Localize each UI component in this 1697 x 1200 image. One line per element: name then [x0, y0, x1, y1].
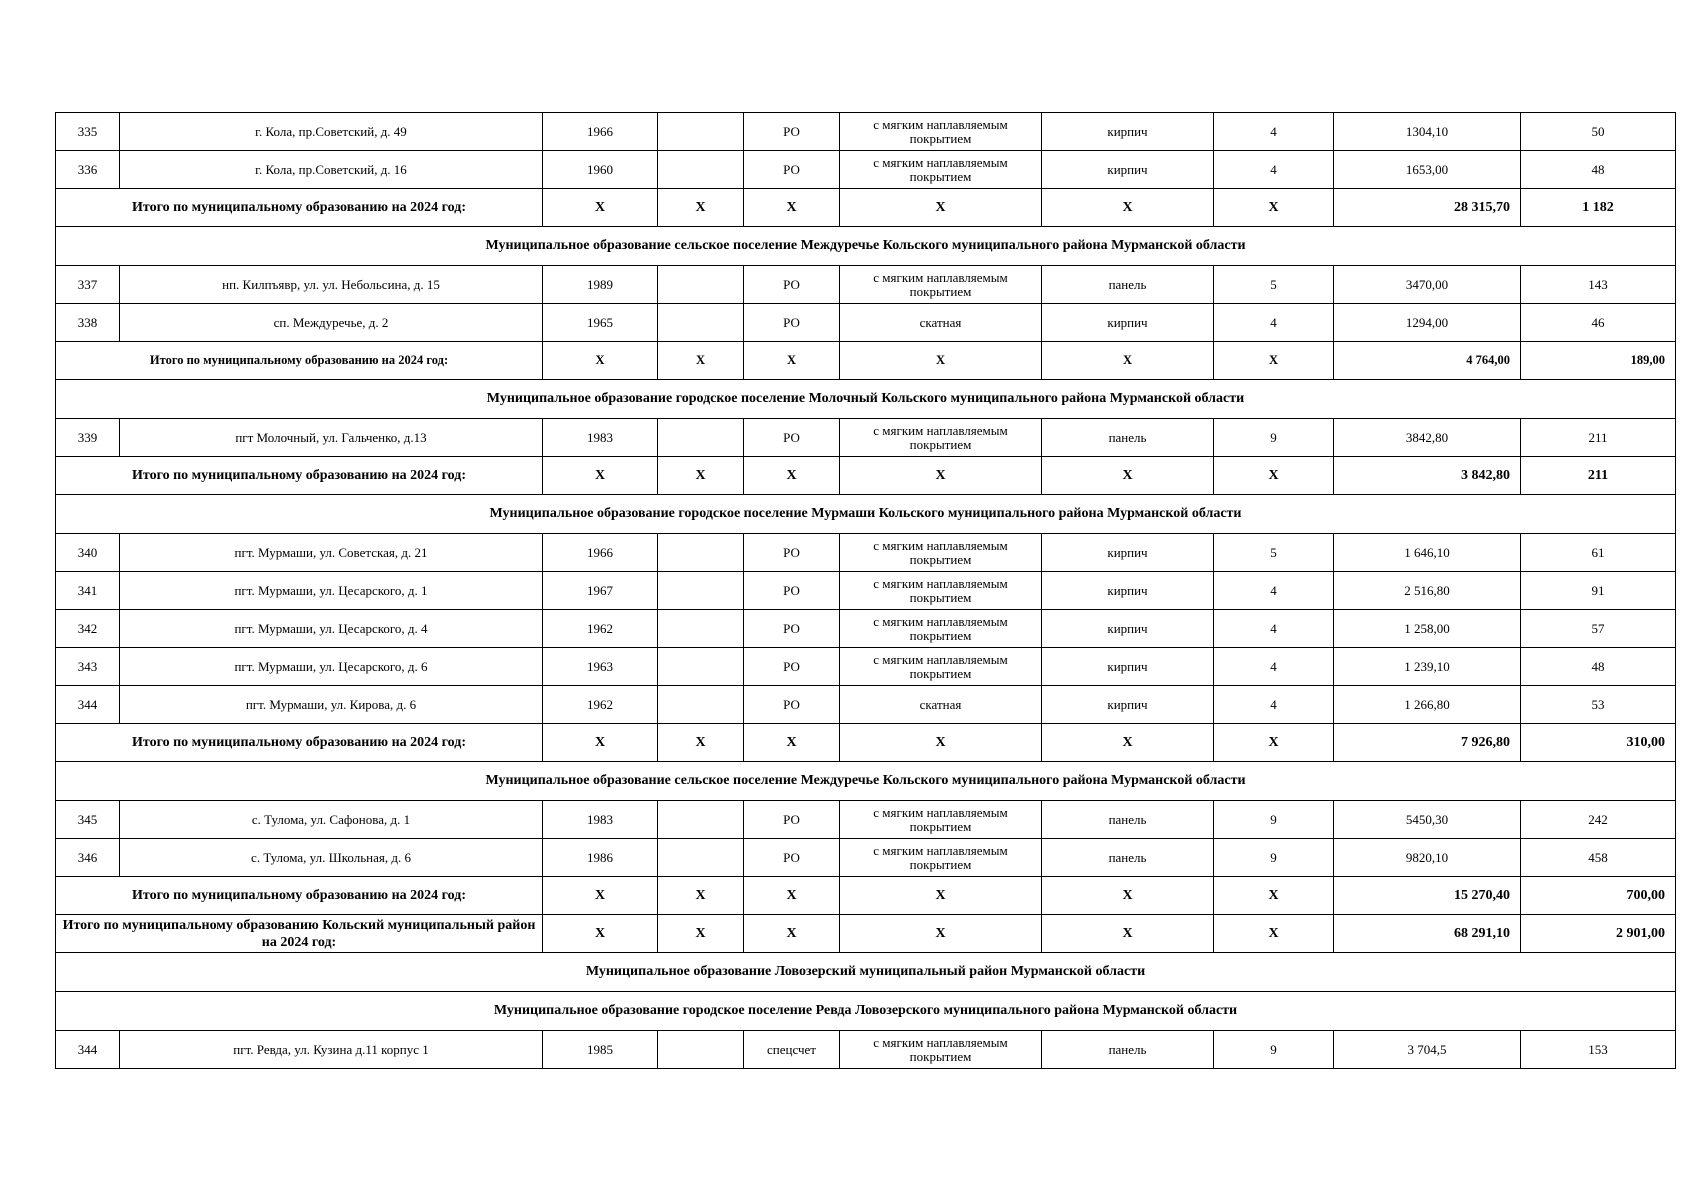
table-row: [56, 419, 1676, 457]
wall-material-cell: кирпич: [1042, 610, 1214, 648]
year-cell: 1965: [543, 304, 658, 342]
total-label: Итого по муниципальному образованию на 2024 год:: [56, 342, 543, 380]
area-cell: 5450,30: [1334, 801, 1521, 839]
roof-type-cell: с мягким наплавляемым покрытием: [840, 266, 1042, 304]
x-mark: Х: [543, 342, 658, 380]
x-mark: Х: [1214, 189, 1334, 227]
table-row: [56, 534, 1676, 572]
address-cell: г. Кола, пр.Советский, д. 49: [120, 113, 543, 151]
table-row: [56, 572, 1676, 610]
section-header-row: [56, 762, 1676, 801]
residents-cell: 46: [1521, 304, 1676, 342]
x-mark: Х: [543, 724, 658, 762]
area-cell: 1304,10: [1334, 113, 1521, 151]
roof-type-cell: скатная: [840, 686, 1042, 724]
floors-cell: 5: [1214, 266, 1334, 304]
floors-cell: 9: [1214, 801, 1334, 839]
year-cell: 1962: [543, 686, 658, 724]
total-residents: 700,00: [1521, 877, 1676, 915]
wall-material-cell: кирпич: [1042, 151, 1214, 189]
row-number: 337: [56, 266, 120, 304]
year-cell: 1966: [543, 113, 658, 151]
total-residents: 211: [1521, 457, 1676, 495]
total-label: Итого по муниципальному образованию на 2024 год:: [56, 877, 543, 915]
address-cell: пгт. Мурмаши, ул. Советская, д. 21: [120, 534, 543, 572]
address-cell: с. Тулома, ул. Школьная, д. 6: [120, 839, 543, 877]
table-row: [56, 266, 1676, 304]
total-area: 15 270,40: [1334, 877, 1521, 915]
fund-method-cell: РО: [744, 839, 840, 877]
empty-cell: [658, 610, 744, 648]
area-cell: 1 266,80: [1334, 686, 1521, 724]
wall-material-cell: кирпич: [1042, 113, 1214, 151]
section-title: Муниципальное образование городское поселение Мурмаши Кольского муниципального района Мурманской области: [56, 495, 1676, 534]
row-number: 341: [56, 572, 120, 610]
wall-material-cell: панель: [1042, 266, 1214, 304]
floors-cell: 4: [1214, 151, 1334, 189]
roof-type-cell: с мягким наплавляемым покрытием: [840, 839, 1042, 877]
roof-type-cell: с мягким наплавляемым покрытием: [840, 610, 1042, 648]
x-mark: Х: [1042, 457, 1214, 495]
housing-table: [55, 112, 1676, 1069]
roof-type-cell: с мягким наплавляемым покрытием: [840, 419, 1042, 457]
x-mark: Х: [658, 877, 744, 915]
area-cell: 3842,80: [1334, 419, 1521, 457]
empty-cell: [658, 686, 744, 724]
address-cell: пгт. Мурмаши, ул. Кирова, д. 6: [120, 686, 543, 724]
x-mark: Х: [1214, 457, 1334, 495]
section-header-row: [56, 380, 1676, 419]
year-cell: 1983: [543, 419, 658, 457]
total-label: Итого по муниципальному образованию на 2024 год:: [56, 457, 543, 495]
x-mark: Х: [658, 915, 744, 953]
section-header-row: [56, 227, 1676, 266]
residents-cell: 143: [1521, 266, 1676, 304]
empty-cell: [658, 151, 744, 189]
year-cell: 1983: [543, 801, 658, 839]
floors-cell: 9: [1214, 1031, 1334, 1069]
wall-material-cell: панель: [1042, 801, 1214, 839]
row-number: 344: [56, 1031, 120, 1069]
total-area: 7 926,80: [1334, 724, 1521, 762]
empty-cell: [658, 839, 744, 877]
fund-method-cell: РО: [744, 801, 840, 839]
floors-cell: 4: [1214, 686, 1334, 724]
x-mark: Х: [658, 457, 744, 495]
x-mark: Х: [744, 189, 840, 227]
x-mark: Х: [1214, 915, 1334, 953]
address-cell: пгт. Мурмаши, ул. Цесарского, д. 1: [120, 572, 543, 610]
section-header-row: [56, 953, 1676, 992]
x-mark: Х: [543, 915, 658, 953]
wall-material-cell: кирпич: [1042, 648, 1214, 686]
x-mark: Х: [658, 724, 744, 762]
total-row: [56, 724, 1676, 762]
table-body: [56, 113, 1676, 1069]
area-cell: 1 646,10: [1334, 534, 1521, 572]
table-row: [56, 648, 1676, 686]
address-cell: пгт. Мурмаши, ул. Цесарского, д. 6: [120, 648, 543, 686]
x-mark: Х: [840, 877, 1042, 915]
x-mark: Х: [1042, 915, 1214, 953]
total-residents: 1 182: [1521, 189, 1676, 227]
total-area: 4 764,00: [1334, 342, 1521, 380]
roof-type-cell: с мягким наплавляемым покрытием: [840, 572, 1042, 610]
total-row: [56, 915, 1676, 953]
residents-cell: 458: [1521, 839, 1676, 877]
total-residents: 310,00: [1521, 724, 1676, 762]
empty-cell: [658, 648, 744, 686]
year-cell: 1963: [543, 648, 658, 686]
floors-cell: 4: [1214, 113, 1334, 151]
fund-method-cell: РО: [744, 113, 840, 151]
area-cell: 1 258,00: [1334, 610, 1521, 648]
section-title: Муниципальное образование сельское поселение Междуречье Кольского муниципального района Мурманской области: [56, 762, 1676, 801]
x-mark: Х: [840, 724, 1042, 762]
address-cell: нп. Килпъявр, ул. ул. Небольсина, д. 15: [120, 266, 543, 304]
address-cell: с. Тулома, ул. Сафонова, д. 1: [120, 801, 543, 839]
x-mark: Х: [744, 342, 840, 380]
row-number: 346: [56, 839, 120, 877]
empty-cell: [658, 1031, 744, 1069]
row-number: 336: [56, 151, 120, 189]
x-mark: Х: [744, 457, 840, 495]
empty-cell: [658, 801, 744, 839]
empty-cell: [658, 419, 744, 457]
area-cell: 3470,00: [1334, 266, 1521, 304]
fund-method-cell: РО: [744, 534, 840, 572]
section-header-row: [56, 992, 1676, 1031]
fund-method-cell: РО: [744, 686, 840, 724]
roof-type-cell: с мягким наплавляемым покрытием: [840, 534, 1042, 572]
year-cell: 1986: [543, 839, 658, 877]
residents-cell: 48: [1521, 151, 1676, 189]
x-mark: Х: [1214, 724, 1334, 762]
x-mark: Х: [658, 342, 744, 380]
fund-method-cell: РО: [744, 151, 840, 189]
row-number: 338: [56, 304, 120, 342]
floors-cell: 4: [1214, 610, 1334, 648]
roof-type-cell: скатная: [840, 304, 1042, 342]
section-title: Муниципальное образование городское поселение Ревда Ловозерского муниципального района Мурманской области: [56, 992, 1676, 1031]
address-cell: пгт. Ревда, ул. Кузина д.11 корпус 1: [120, 1031, 543, 1069]
total-area: 68 291,10: [1334, 915, 1521, 953]
section-header-row: [56, 495, 1676, 534]
row-number: 344: [56, 686, 120, 724]
fund-method-cell: РО: [744, 572, 840, 610]
residents-cell: 153: [1521, 1031, 1676, 1069]
residents-cell: 91: [1521, 572, 1676, 610]
address-cell: пгт Молочный, ул. Гальченко, д.13: [120, 419, 543, 457]
x-mark: Х: [1042, 189, 1214, 227]
x-mark: Х: [1042, 342, 1214, 380]
year-cell: 1989: [543, 266, 658, 304]
fund-method-cell: спецсчет: [744, 1031, 840, 1069]
x-mark: Х: [1042, 877, 1214, 915]
wall-material-cell: кирпич: [1042, 304, 1214, 342]
total-row: [56, 457, 1676, 495]
floors-cell: 4: [1214, 304, 1334, 342]
roof-type-cell: с мягким наплавляемым покрытием: [840, 648, 1042, 686]
x-mark: Х: [1042, 724, 1214, 762]
floors-cell: 9: [1214, 419, 1334, 457]
fund-method-cell: РО: [744, 610, 840, 648]
row-number: 340: [56, 534, 120, 572]
empty-cell: [658, 304, 744, 342]
roof-type-cell: с мягким наплавляемым покрытием: [840, 801, 1042, 839]
section-title: Муниципальное образование городское поселение Молочный Кольского муниципального района Мурманской области: [56, 380, 1676, 419]
x-mark: Х: [543, 877, 658, 915]
x-mark: Х: [744, 915, 840, 953]
x-mark: Х: [658, 189, 744, 227]
fund-method-cell: РО: [744, 419, 840, 457]
x-mark: Х: [840, 915, 1042, 953]
area-cell: 1 239,10: [1334, 648, 1521, 686]
wall-material-cell: кирпич: [1042, 534, 1214, 572]
area-cell: 1294,00: [1334, 304, 1521, 342]
row-number: 342: [56, 610, 120, 648]
total-residents: 2 901,00: [1521, 915, 1676, 953]
fund-method-cell: РО: [744, 648, 840, 686]
address-cell: г. Кола, пр.Советский, д. 16: [120, 151, 543, 189]
floors-cell: 4: [1214, 648, 1334, 686]
wall-material-cell: панель: [1042, 1031, 1214, 1069]
section-title: Муниципальное образование сельское поселение Междуречье Кольского муниципального района Мурманской области: [56, 227, 1676, 266]
fund-method-cell: РО: [744, 266, 840, 304]
residents-cell: 57: [1521, 610, 1676, 648]
floors-cell: 5: [1214, 534, 1334, 572]
row-number: 343: [56, 648, 120, 686]
year-cell: 1962: [543, 610, 658, 648]
empty-cell: [658, 572, 744, 610]
empty-cell: [658, 534, 744, 572]
total-row: [56, 189, 1676, 227]
x-mark: Х: [1214, 342, 1334, 380]
residents-cell: 242: [1521, 801, 1676, 839]
address-cell: пгт. Мурмаши, ул. Цесарского, д. 4: [120, 610, 543, 648]
empty-cell: [658, 266, 744, 304]
total-row: [56, 877, 1676, 915]
year-cell: 1985: [543, 1031, 658, 1069]
wall-material-cell: кирпич: [1042, 686, 1214, 724]
wall-material-cell: панель: [1042, 419, 1214, 457]
x-mark: Х: [744, 724, 840, 762]
table-row: [56, 304, 1676, 342]
table-row: [56, 839, 1676, 877]
residents-cell: 50: [1521, 113, 1676, 151]
empty-cell: [658, 113, 744, 151]
x-mark: Х: [543, 457, 658, 495]
row-number: 335: [56, 113, 120, 151]
address-cell: сп. Междуречье, д. 2: [120, 304, 543, 342]
x-mark: Х: [543, 189, 658, 227]
floors-cell: 4: [1214, 572, 1334, 610]
wall-material-cell: панель: [1042, 839, 1214, 877]
table-row: [56, 610, 1676, 648]
area-cell: 2 516,80: [1334, 572, 1521, 610]
table-row: [56, 1031, 1676, 1069]
table-row: [56, 151, 1676, 189]
wall-material-cell: кирпич: [1042, 572, 1214, 610]
residents-cell: 53: [1521, 686, 1676, 724]
x-mark: Х: [1214, 877, 1334, 915]
year-cell: 1960: [543, 151, 658, 189]
residents-cell: 61: [1521, 534, 1676, 572]
total-area: 28 315,70: [1334, 189, 1521, 227]
x-mark: Х: [840, 189, 1042, 227]
area-cell: 1653,00: [1334, 151, 1521, 189]
table-row: [56, 686, 1676, 724]
total-residents: 189,00: [1521, 342, 1676, 380]
x-mark: Х: [840, 342, 1042, 380]
total-label: Итого по муниципальному образованию Кольский муниципальный район на 2024 год:: [56, 915, 543, 953]
total-label: Итого по муниципальному образованию на 2024 год:: [56, 189, 543, 227]
fund-method-cell: РО: [744, 304, 840, 342]
year-cell: 1967: [543, 572, 658, 610]
total-label: Итого по муниципальному образованию на 2024 год:: [56, 724, 543, 762]
residents-cell: 211: [1521, 419, 1676, 457]
floors-cell: 9: [1214, 839, 1334, 877]
total-row: [56, 342, 1676, 380]
roof-type-cell: с мягким наплавляемым покрытием: [840, 113, 1042, 151]
table-row: [56, 113, 1676, 151]
area-cell: 9820,10: [1334, 839, 1521, 877]
x-mark: Х: [744, 877, 840, 915]
table-row: [56, 801, 1676, 839]
row-number: 339: [56, 419, 120, 457]
residents-cell: 48: [1521, 648, 1676, 686]
roof-type-cell: с мягким наплавляемым покрытием: [840, 151, 1042, 189]
section-title: Муниципальное образование Ловозерский муниципальный район Мурманской области: [56, 953, 1676, 992]
row-number: 345: [56, 801, 120, 839]
roof-type-cell: с мягким наплавляемым покрытием: [840, 1031, 1042, 1069]
year-cell: 1966: [543, 534, 658, 572]
total-area: 3 842,80: [1334, 457, 1521, 495]
x-mark: Х: [840, 457, 1042, 495]
area-cell: 3 704,5: [1334, 1031, 1521, 1069]
